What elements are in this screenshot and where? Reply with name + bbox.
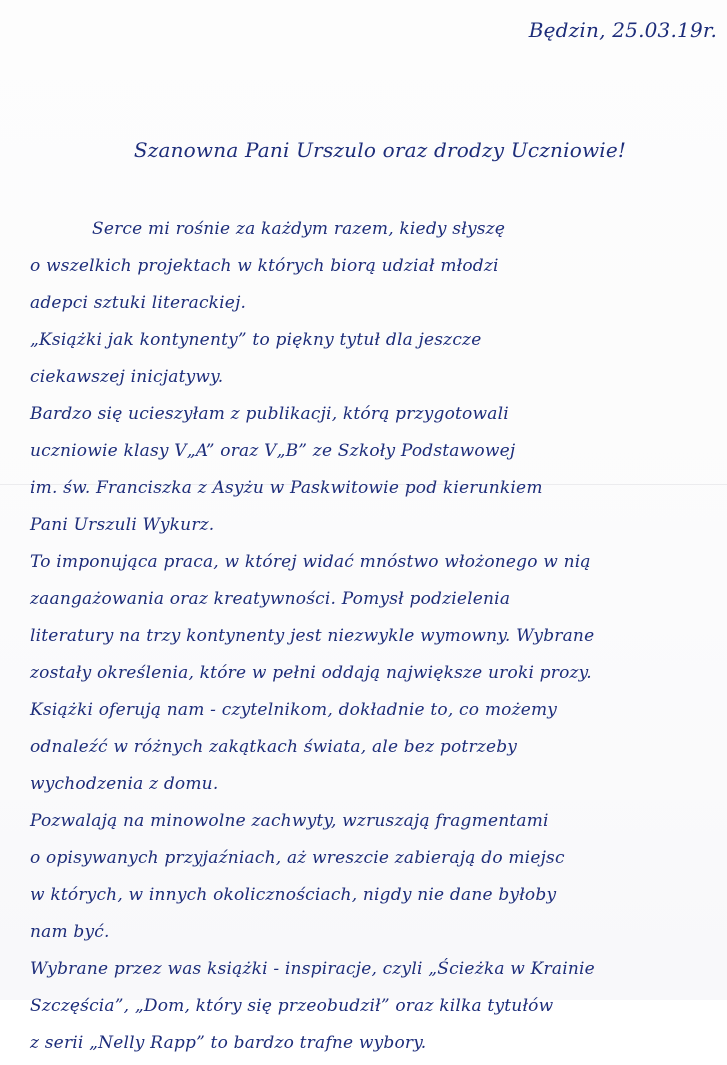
- letter-line: Serce mi rośnie za każdym razem, kiedy słyszę: [92, 219, 506, 239]
- letter-line: z serii „Nelly Rapp” to bardzo trafne wybory.: [30, 1033, 427, 1053]
- letter-line: im. św. Franciszka z Asyżu w Paskwitowie pod kierunkiem: [30, 478, 543, 498]
- letter-line: ciekawszej inicjatywy.: [30, 367, 224, 387]
- letter-line: w których, w innych okolicznościach, nigdy nie dane byłoby: [30, 885, 557, 905]
- letter-line: Pozwalają na minowolne zachwyty, wzruszają fragmentami: [30, 811, 549, 831]
- letter-salutation: Szanowna Pani Urszulo oraz drodzy Uczniowie!: [133, 138, 627, 162]
- letter-line: literatury na trzy kontynenty jest niezwykle wymowny. Wybrane: [30, 626, 595, 646]
- letter-body: [30, 214, 720, 1065]
- letter-line: „Książki jak kontynenty” to piękny tytuł dla jeszcze: [30, 330, 482, 350]
- letter-line: zaangażowania oraz kreatywności. Pomysł podzielenia: [30, 589, 511, 609]
- letter-line: adepci sztuki literackiej.: [30, 293, 247, 313]
- letter-line: Pani Urszuli Wykurz.: [30, 515, 215, 535]
- letter-line: Szczęścia”, „Dom, który się przeobudził” oraz kilka tytułów: [30, 996, 554, 1016]
- letter-line: o wszelkich projektach w których biorą udział młodzi: [30, 256, 499, 276]
- letter-line: Książki oferują nam - czytelnikom, dokładnie to, co możemy: [30, 700, 558, 720]
- letter-line: wychodzenia z domu.: [30, 774, 219, 794]
- letter-line: uczniowie klasy V„A” oraz V„B” ze Szkoły Podstawowej: [30, 441, 516, 461]
- letter-line: zostały określenia, które w pełni oddają największe uroki prozy.: [30, 663, 592, 683]
- letter-line: nam być.: [30, 922, 110, 942]
- letter-date: Będzin, 25.03.19r.: [528, 18, 717, 42]
- letter-line: Wybrane przez was książki - inspiracje, czyli „Ścieżka w Krainie: [30, 959, 595, 979]
- letter-line: Bardzo się ucieszyłam z publikacji, którą przygotowali: [30, 404, 509, 424]
- letter-line: o opisywanych przyjaźniach, aż wreszcie zabierają do miejsc: [30, 848, 565, 868]
- letter-line: To imponująca praca, w której widać mnóstwo włożonego w nią: [30, 552, 591, 572]
- letter-line: odnaleźć w różnych zakątkach świata, ale bez potrzeby: [30, 737, 518, 757]
